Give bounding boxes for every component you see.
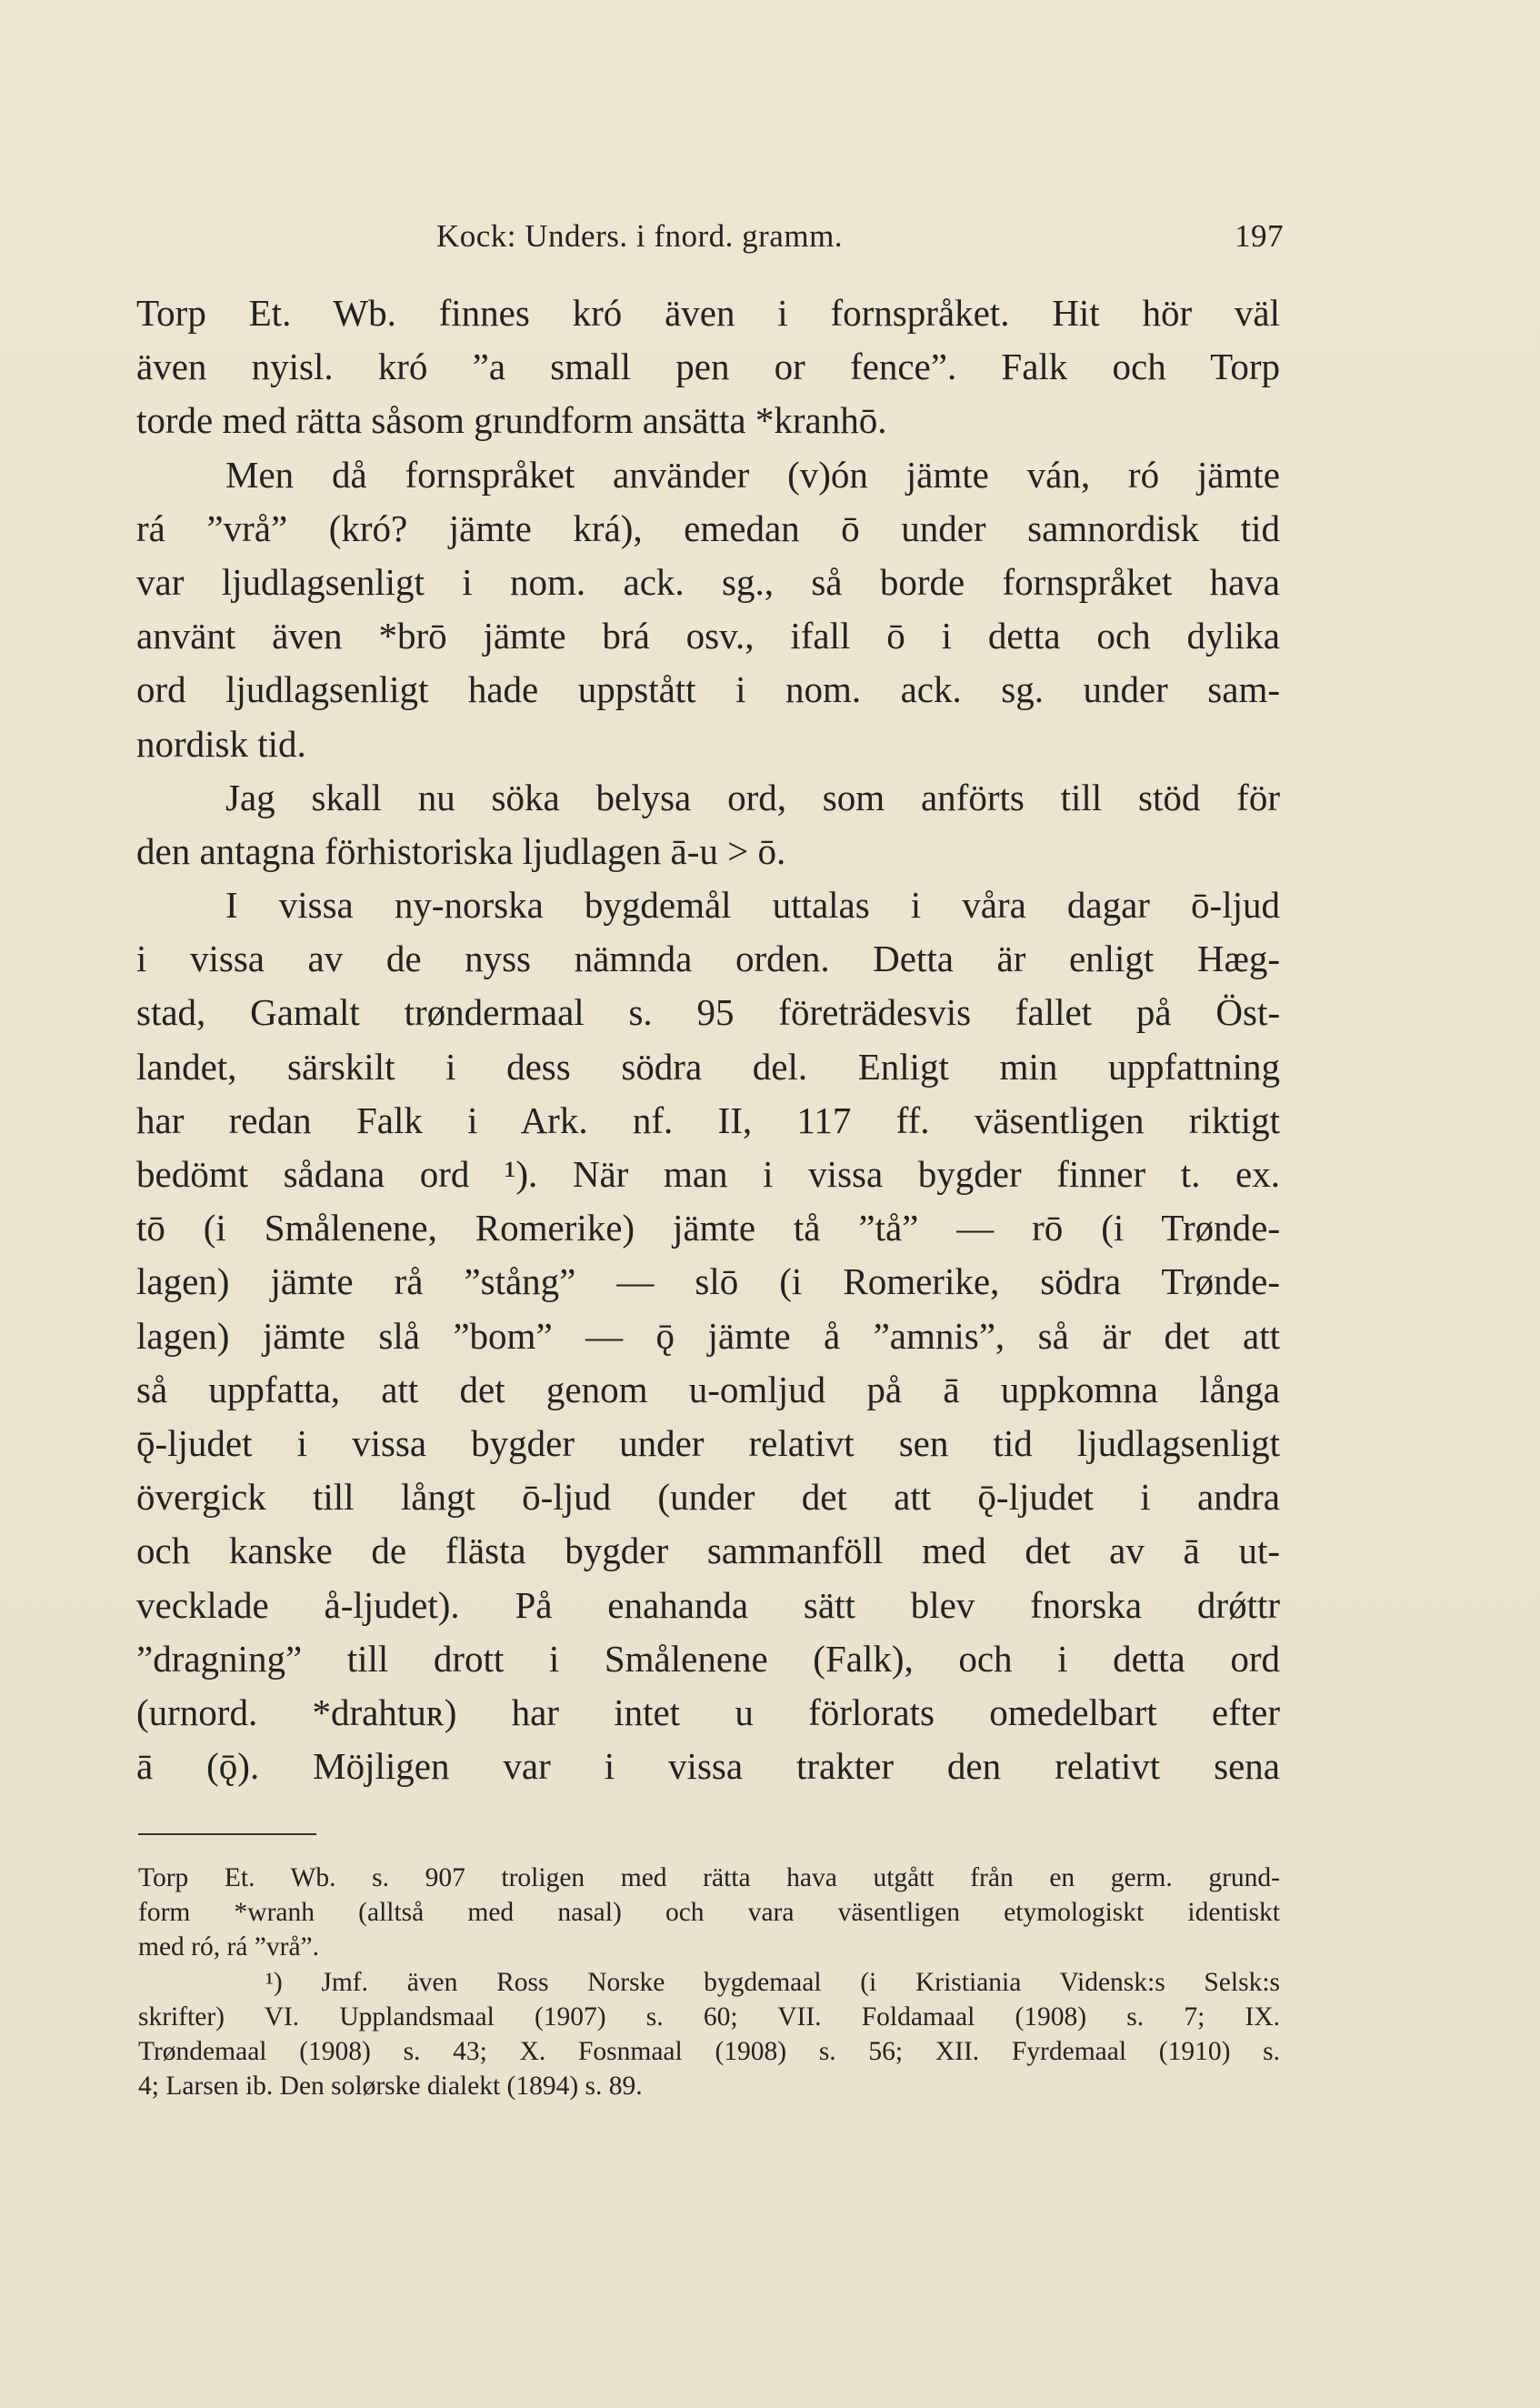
text-line: lagen) jämte slå ”bom” — ǭ jämte å ”amnis”, så är det att xyxy=(136,1314,1280,1357)
text-line: tō (i Smålenene, Romerike) jämte tå ”tå” — rō (i Trønde- xyxy=(136,1207,1280,1249)
text-line: I vissa ny-norska bygdemål uttalas i våra dagar ō-ljud xyxy=(225,884,1280,927)
footnote-line: Torp Et. Wb. s. 907 troligen med rätta hava utgått från en germ. grund- xyxy=(138,1863,1280,1892)
text-line: har redan Falk i Ark. nf. II, 117 ff. väsentligen riktigt xyxy=(136,1099,1280,1141)
text-line: Torp Et. Wb. finnes kró även i fornspråket. Hit hör väl xyxy=(136,292,1280,334)
text-line: (urnord. *drahtuʀ) har intet u förlorats omedelbart efter xyxy=(136,1691,1280,1733)
footnotes xyxy=(138,1861,1280,2103)
text-line: även nyisl. kró ”a small pen or fence”. Falk och Torp xyxy=(136,346,1280,388)
main-text xyxy=(136,286,1280,1793)
text-line: bedömt sådana ord ¹). När man i vissa bygder finner t. ex. xyxy=(136,1153,1280,1195)
footnote-line: ¹) Jmf. även Ross Norske bygdemaal (i Kristiania Vidensk:s Selsk:s xyxy=(265,1967,1280,1997)
footnote-divider xyxy=(138,1833,316,1835)
text-line: använt även *brō jämte brá osv., ifall ō i detta och dylika xyxy=(136,615,1280,657)
text-line: landet, särskilt i dess södra del. Enligt min uppfattning xyxy=(136,1045,1280,1088)
footnote-line: 4; Larsen ib. Den solørske dialekt (1894) s. 89. xyxy=(138,2072,643,2102)
text-line: övergick till långt ō-ljud (under det att ǭ-ljudet i andra xyxy=(136,1476,1280,1519)
text-line: ǭ-ljudet i vissa bygder under relativt sen tid ljudlagsenligt xyxy=(136,1421,1280,1464)
text-line: ”dragning” till drott i Smålenene (Falk), och i detta ord xyxy=(136,1637,1280,1680)
text-line: torde med rätta såsom grundform ansätta *kranhō. xyxy=(136,399,887,442)
running-head: Kock: Unders. i fnord. gramm. xyxy=(436,218,844,254)
text-line: Men då fornspråket använder (v)ón jämte ván, ró jämte xyxy=(225,453,1280,496)
text-line: och kanske de flästa bygder sammanföll med det av ā ut- xyxy=(136,1530,1280,1572)
text-line: vecklade å-ljudet). På enahanda sätt blev fnorska drǿttr xyxy=(136,1583,1280,1626)
text-line: rá ”vrå” (kró? jämte krá), emedan ō under samnordisk tid xyxy=(136,507,1280,549)
text-line: ā (ǭ). Möjligen var i vissa trakter den relativt sena xyxy=(136,1745,1280,1788)
text-line: den antagna förhistoriska ljudlagen ā-u > ō. xyxy=(136,829,786,872)
footnote-line: med ró, rá ”vrå”. xyxy=(138,1932,320,1962)
text-line: ord ljudlagsenligt hade uppstått i nom. ack. sg. under sam- xyxy=(136,668,1280,711)
text-line: i vissa av de nyss nämnda orden. Detta är enligt Hæg- xyxy=(136,938,1280,980)
text-line: var ljudlagsenligt i nom. ack. sg., så borde fornspråket hava xyxy=(136,560,1280,603)
text-line: stad, Gamalt trøndermaal s. 95 företrädesvis fallet på Öst- xyxy=(136,991,1280,1034)
text-line: så uppfatta, att det genom u-omljud på ā uppkomna långa xyxy=(136,1368,1280,1410)
footnote-line: form *wranh (alltså med nasal) och vara väsentligen etymologiskt identiskt xyxy=(138,1898,1280,1928)
page-number: 197 xyxy=(1235,218,1284,254)
footnote-line: skrifter) VI. Upplandsmaal (1907) s. 60; VII. Foldamaal (1908) s. 7; IX. xyxy=(138,2002,1280,2032)
footnote-line: Trøndemaal (1908) s. 43; X. Fosnmaal (1908) s. 56; XII. Fyrdemaal (1910) s. xyxy=(138,2036,1280,2066)
text-line: lagen) jämte rå ”stång” — slō (i Romerike, södra Trønde- xyxy=(136,1260,1280,1303)
text-line: nordisk tid. xyxy=(136,722,306,765)
text-line: Jag skall nu söka belysa ord, som anförts till stöd för xyxy=(225,776,1280,818)
